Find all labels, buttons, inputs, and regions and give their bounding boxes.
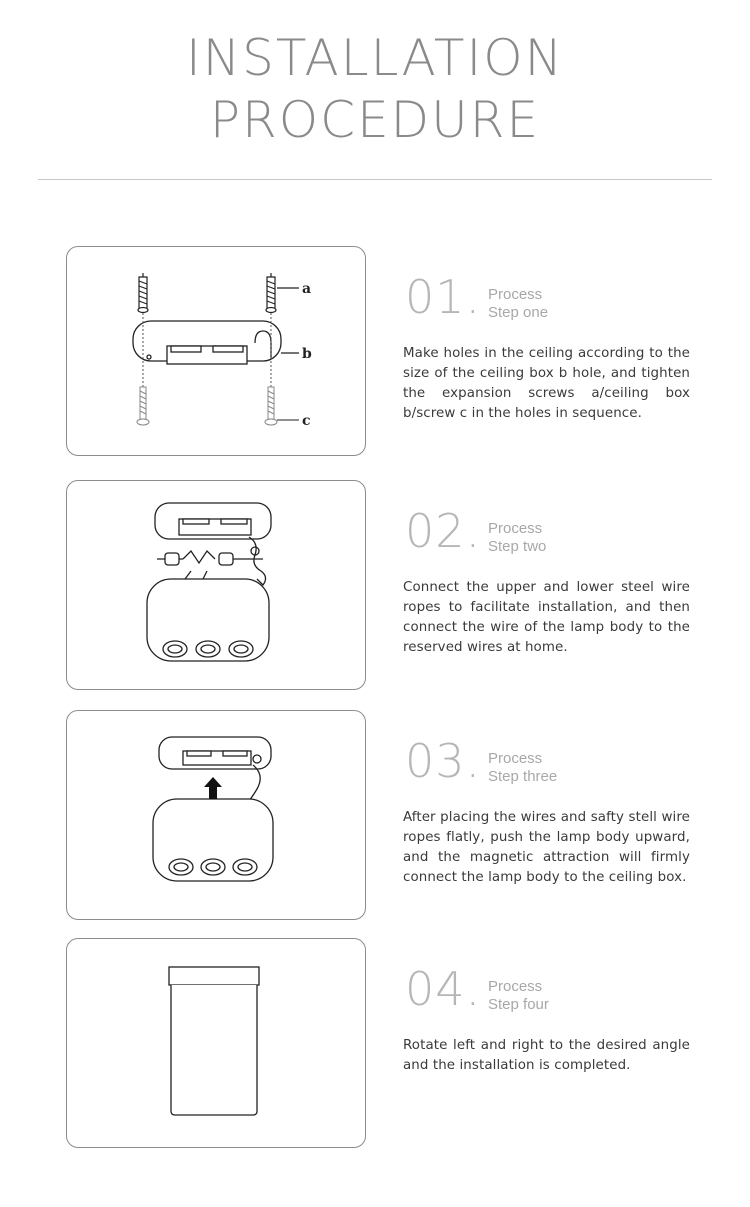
step-two-number: 02. (405, 504, 482, 558)
step-three-illustration-card (66, 710, 366, 920)
step-one-label: Process Step one (488, 286, 549, 321)
push-lamp-upward-illustration (67, 711, 367, 921)
step-one-number: 01. (405, 270, 482, 324)
rotate-lamp-illustration (67, 939, 367, 1149)
wire-connection-illustration (67, 481, 367, 691)
step-three (0, 710, 750, 922)
ceiling-box-screws-illustration (67, 247, 367, 457)
step-four-number: 04. (405, 962, 482, 1016)
callout-a: a (302, 281, 312, 297)
page-title-line1: INSTALLATION (186, 29, 564, 87)
step-three-label: Process Step three (488, 750, 558, 785)
step-two (0, 480, 750, 692)
step-one-description: Make holes in the ceiling according to the size of the ceiling box b hole, and tighten the expansion screws a/ceiling box b/screw c in the holes in sequence. (403, 346, 690, 421)
callout-b: b (302, 346, 312, 362)
step-two-description: Connect the upper and lower steel wire ropes to facilitate installation, and then connect the wire of the lamp body to the reserved wires at home. (403, 580, 690, 655)
step-four (0, 938, 750, 1150)
step-four-label: Process Step four (488, 978, 549, 1013)
step-one (0, 246, 750, 458)
step-two-label: Process Step two (488, 520, 547, 555)
callout-c: c (302, 413, 311, 429)
step-four-description: Rotate left and right to the desired angle and the installation is completed. (403, 1038, 690, 1073)
step-four-illustration-card (66, 938, 366, 1148)
step-two-illustration-card (66, 480, 366, 690)
title-divider (38, 179, 712, 180)
step-one-illustration-card (66, 246, 366, 456)
up-arrow-icon (204, 777, 222, 799)
step-three-number: 03. (405, 734, 482, 788)
page-title-line2: PROCEDURE (209, 91, 541, 149)
step-three-description: After placing the wires and safty stell wire ropes flatly, push the lamp body upward, and the magnetic attraction will firmly connect the lamp body to the ceiling box. (403, 810, 690, 885)
